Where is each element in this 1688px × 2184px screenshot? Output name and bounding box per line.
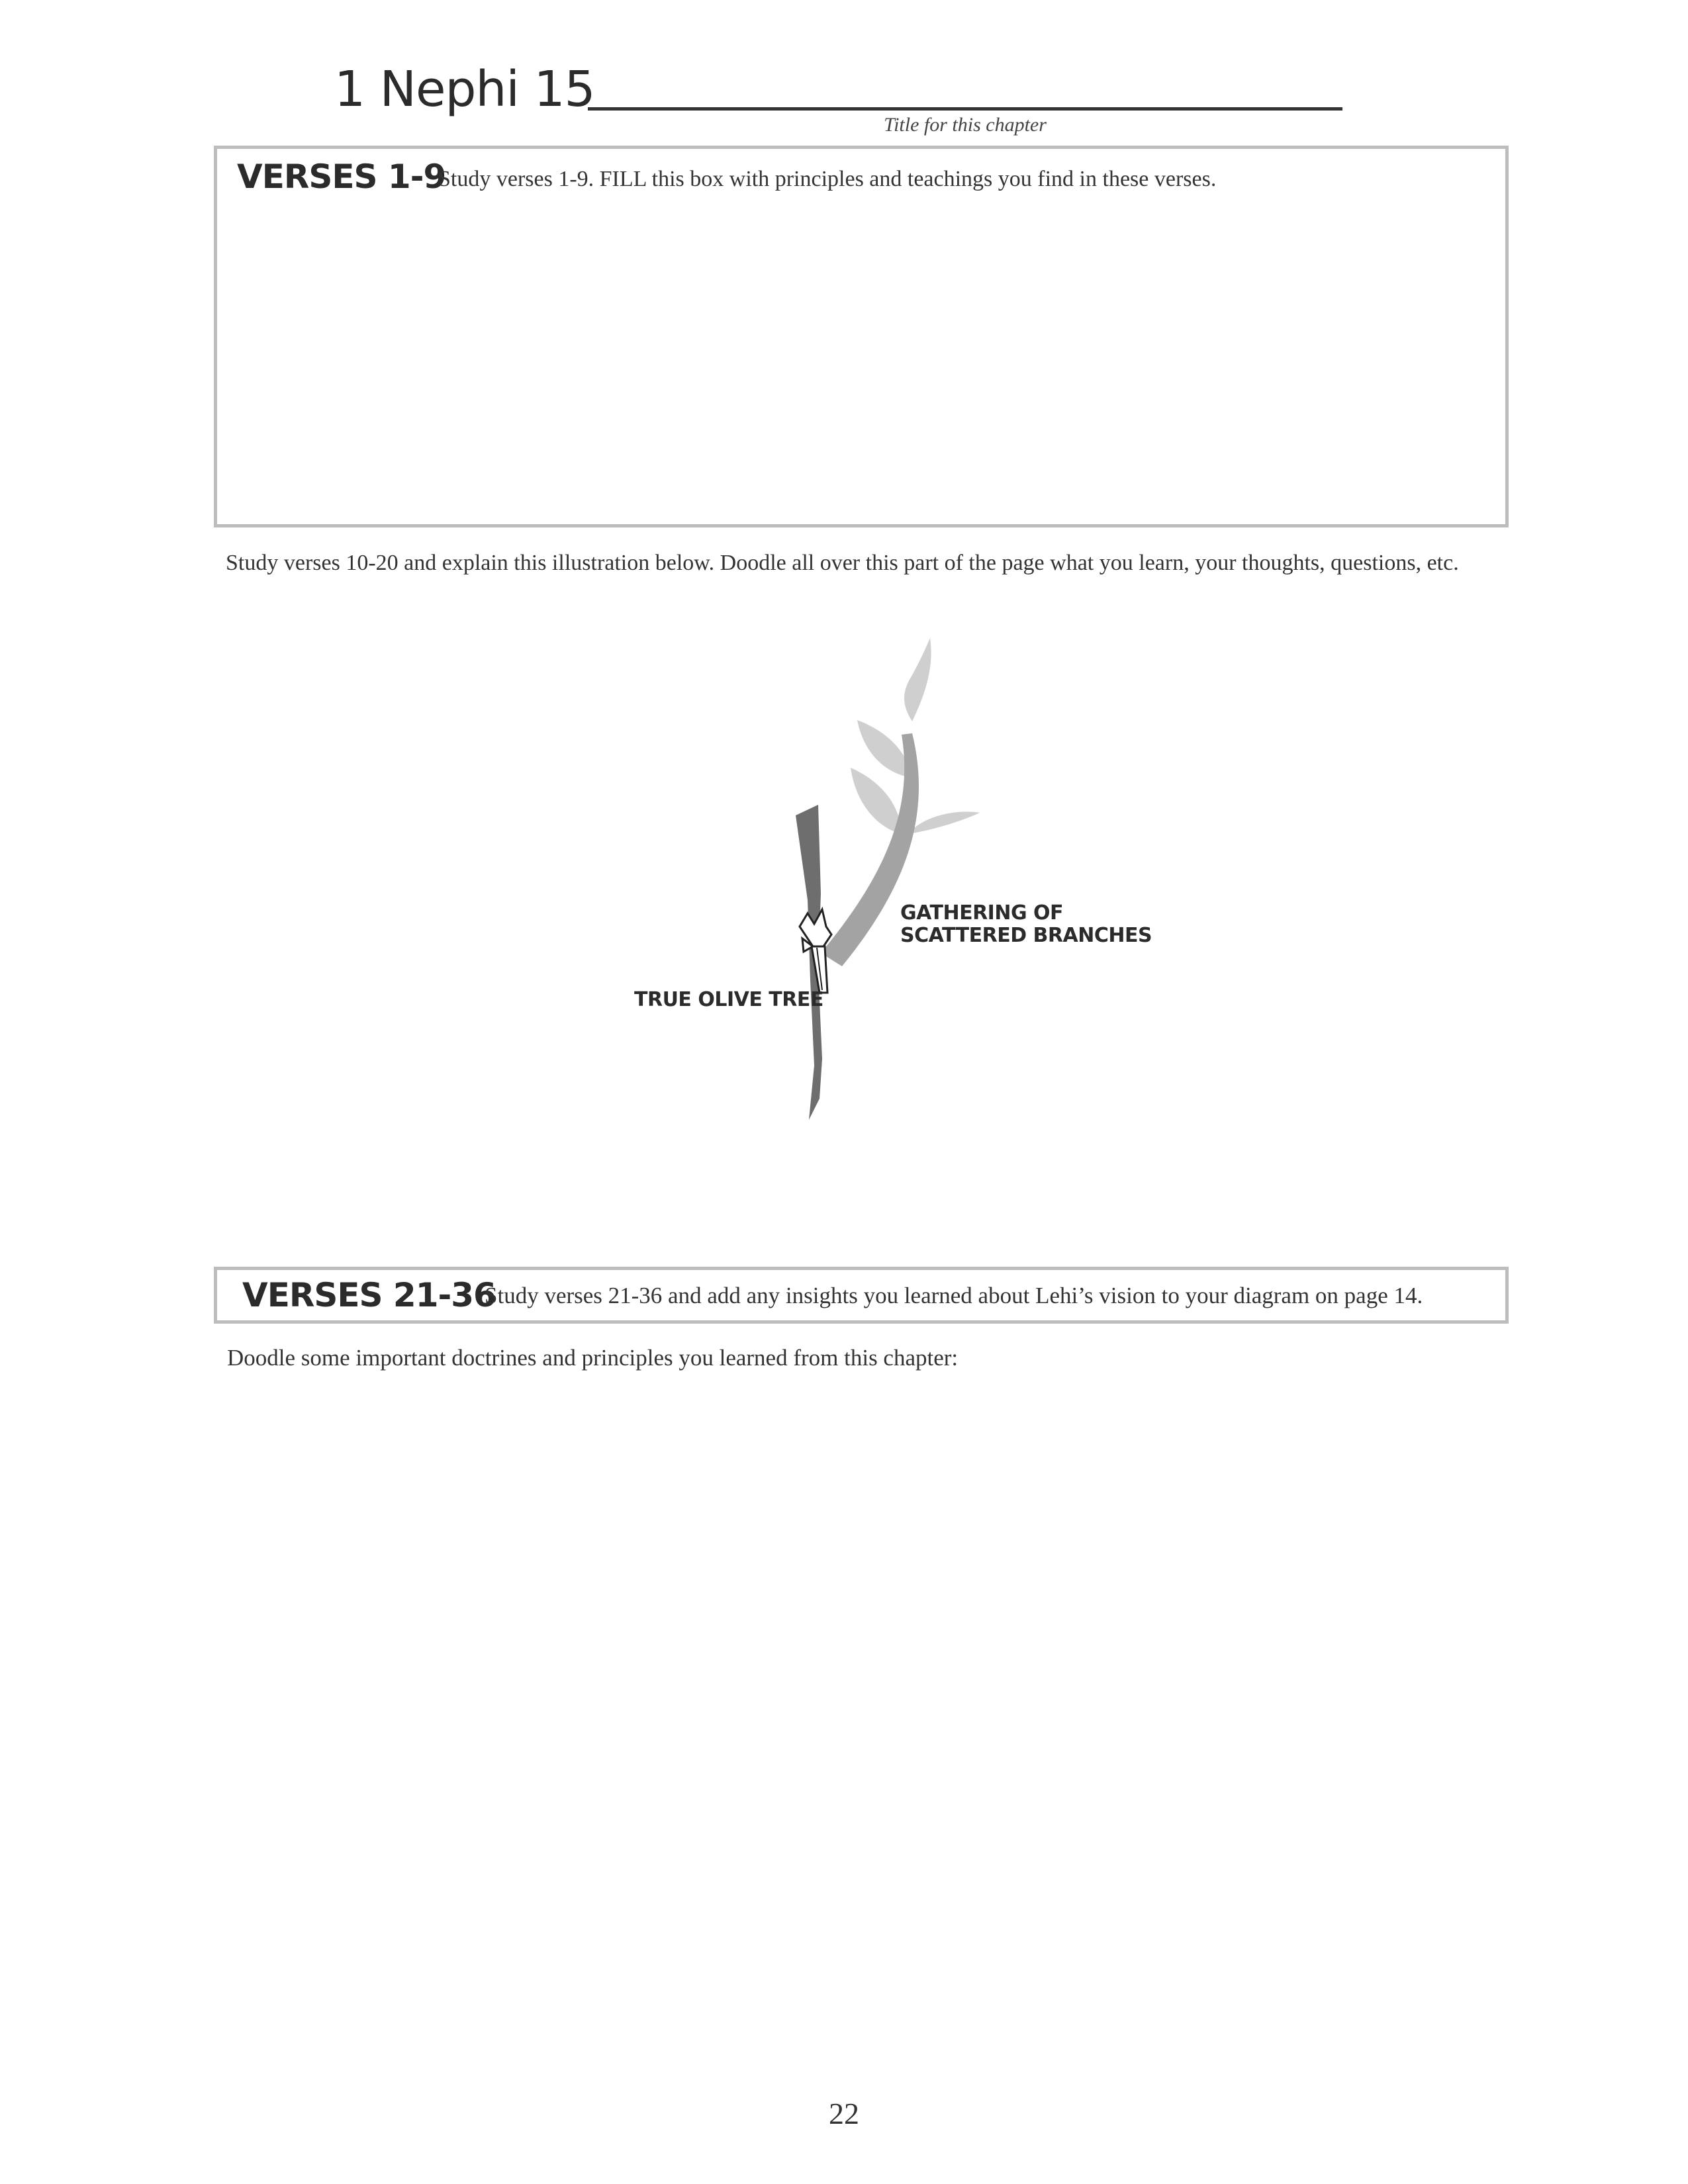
leaf-icon	[908, 812, 980, 834]
verses-1-9-answer-box[interactable]	[214, 146, 1509, 527]
illustration-prompt: Study verses 10-20 and explain this illustration below. Doodle all over this part of the page what you learn, your thoughts, questions, etc.	[226, 551, 1459, 575]
label-gathering-scattered-branches: GATHERING OF SCATTERED BRANCHES	[900, 901, 1152, 947]
label-true-olive-tree: TRUE OLIVE TREE	[634, 988, 823, 1011]
chapter-title-blank-line[interactable]	[588, 107, 1342, 111]
verses-21-36-heading: VERSES 21-36	[242, 1276, 496, 1314]
leaf-icon	[851, 768, 902, 834]
doodle-prompt: Doodle some important doctrines and principles you learned from this chapter:	[227, 1345, 959, 1371]
chapter-title: 1 Nephi 15	[334, 61, 595, 118]
verses-1-9-heading: VERSES 1-9	[237, 158, 446, 196]
leaf-icon	[904, 636, 931, 721]
page-number: 22	[829, 2097, 859, 2130]
title-caption: Title for this chapter	[884, 114, 1047, 136]
verses-21-36-instruction: Study verses 21-36 and add any insights you learned about Lehi’s vision to your diagram on page 14.	[485, 1283, 1423, 1308]
verses-1-9-instruction: Study verses 1-9. FILL this box with principles and teachings you find in these verses.	[438, 167, 1217, 191]
olive-tree-graft-diagram	[596, 635, 1192, 1138]
